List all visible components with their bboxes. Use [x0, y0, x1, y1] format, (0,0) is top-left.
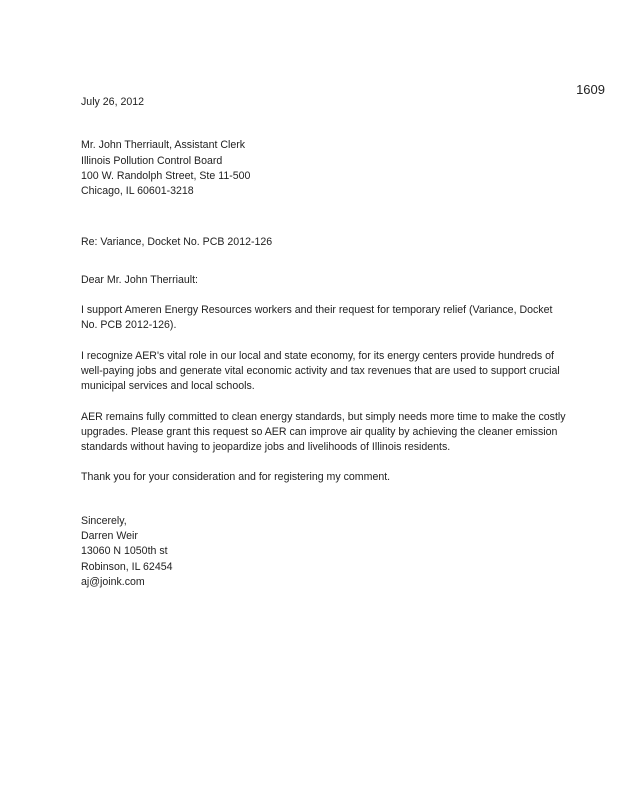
- letter-body: [81, 95, 581, 590]
- recipient-line: Illinois Pollution Control Board: [81, 154, 223, 167]
- signer-city: Robinson, IL 62454: [81, 560, 173, 573]
- page-number: 1609: [576, 82, 605, 97]
- recipient-line: 100 W. Randolph Street, Ste 11-500: [81, 169, 251, 182]
- body-paragraph: Thank you for your consideration and for registering my comment.: [81, 471, 391, 484]
- subject-line: Re: Variance, Docket No. PCB 2012-126: [81, 236, 273, 249]
- closing: Sincerely,: [81, 514, 127, 527]
- signer-name: Darren Weir: [81, 530, 138, 543]
- signer-street: 13060 N 1050th st: [81, 545, 168, 558]
- recipient-address: [81, 138, 581, 199]
- salutation: Dear Mr. John Therriault:: [81, 273, 198, 286]
- closing-block: [81, 514, 581, 590]
- recipient-line: Chicago, IL 60601-3218: [81, 185, 194, 198]
- body-paragraph: AER remains fully committed to clean energy standards, but simply needs more time to make the costly upgrades. Please grant this request so AER can improve air quality by achieving the cleaner emission standards without having to jeopardize jobs and livelihoods of Illinois residents.: [81, 410, 566, 454]
- body-paragraph: I support Ameren Energy Resources workers and their request for temporary relief (Variance, Docket No. PCB 2012-126).: [81, 304, 553, 332]
- body-paragraph: I recognize AER's vital role in our local and state economy, for its energy centers provide hundreds of well-paying jobs and generate vital economic activity and tax revenues that are used to support crucial municipal services and local schools.: [81, 349, 560, 393]
- signer-email: aj@joink.com: [81, 575, 145, 588]
- letter-date: July 26, 2012: [81, 96, 145, 108]
- recipient-line: Mr. John Therriault, Assistant Clerk: [81, 139, 246, 152]
